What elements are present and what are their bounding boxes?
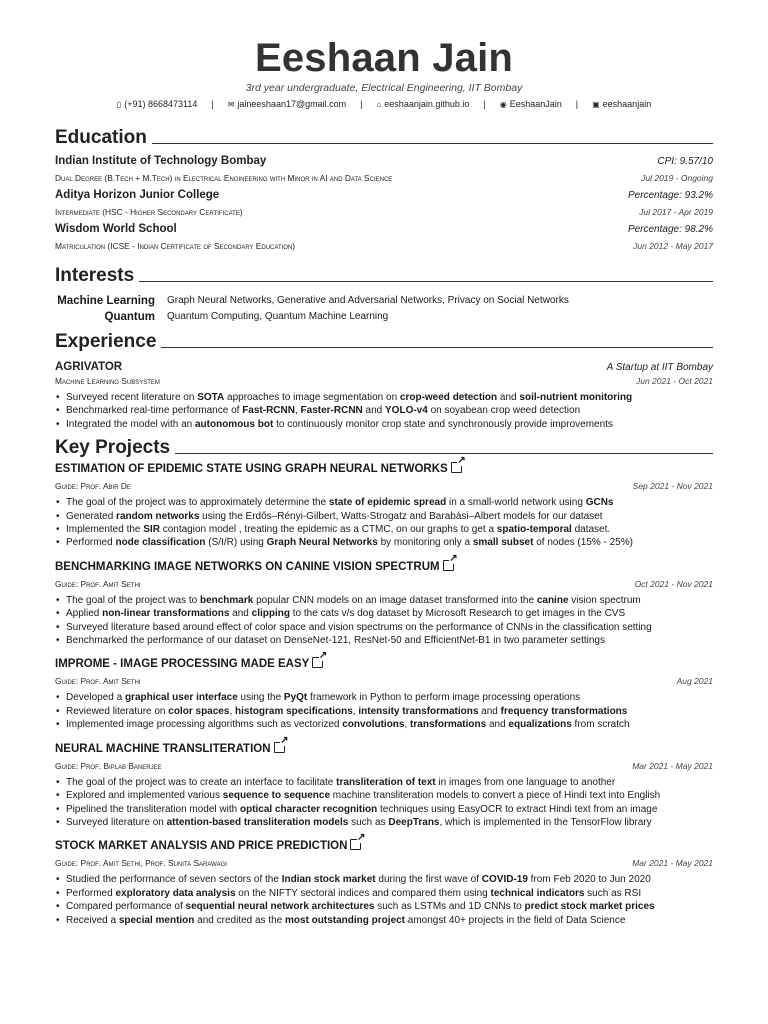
external-link-icon[interactable] [350, 839, 361, 850]
bullet-text: such as [348, 816, 389, 828]
interest-label: Machine Learning [57, 295, 155, 307]
contact-phone-text: (+91) 8668473114 [124, 99, 198, 109]
bullet-item [66, 391, 713, 404]
bullet-text: and [229, 608, 252, 620]
bullet-text: to the cats v/s dog dataset by Microsoft Research to get images in the CVS [289, 608, 626, 620]
bullet-text: using the [237, 692, 284, 704]
project-guide: Guide: Prof. Abir De [55, 481, 131, 492]
bullet-text: and credited as the [194, 914, 286, 926]
bullet-item [66, 914, 713, 927]
bullet-text: amongst 40+ projects in the field of Data Science [405, 914, 626, 926]
contact-separator: | [211, 99, 214, 109]
contact-github-text: EeshaanJain [509, 99, 562, 109]
bullet-text: such as LSTMs and 1D CNNs to [374, 901, 525, 913]
projects-section-header [55, 435, 713, 459]
bullet-text: vision spectrum [568, 594, 641, 606]
bullet-text: techniques using EasyOCR to extract Hindi text from an image [377, 803, 658, 815]
contact-github[interactable] [500, 98, 562, 111]
bullet-text: The goal of the project was to [66, 594, 200, 606]
bullet-item [66, 803, 713, 816]
bullet-text: such as RSI [584, 887, 642, 899]
project-guide: Guide: Prof. Amit Sethi [55, 578, 141, 589]
bullet-text: Performed [66, 537, 116, 549]
external-link-icon[interactable] [451, 462, 462, 473]
contact-website[interactable] [376, 98, 469, 111]
interest-text: Graph Neural Networks, Generative and Adversarial Networks, Privacy on Social Networks [167, 295, 569, 306]
home-icon: ⌂ [376, 100, 382, 109]
bullet-emphasis: technical indicators [490, 887, 585, 899]
bullet-emphasis: graphical user interface [124, 692, 238, 704]
bullet-text: , [294, 405, 301, 417]
bullet-item [66, 900, 713, 913]
bullet-text: Surveyed literature on [66, 816, 167, 828]
project-dates: Mar 2021 - May 2021 [632, 760, 713, 771]
contact-website-text: eeshaanjain.github.io [384, 99, 470, 109]
interests-title: Interests [55, 265, 135, 286]
interest-row [55, 293, 713, 309]
bullet-emphasis: Graph Neural Networks [266, 537, 378, 549]
external-link-icon[interactable] [443, 560, 454, 571]
bullet-text: Implemented the [66, 524, 144, 536]
project-dates: Aug 2021 [676, 676, 713, 687]
bullet-text: and [486, 719, 509, 731]
contact-separator: | [483, 99, 486, 109]
bullet-text: from scratch [571, 719, 630, 731]
bullet-text: Studied the performance of seven sectors of the [66, 874, 282, 886]
bullet-item [66, 404, 713, 417]
bullet-emphasis: canine [536, 594, 569, 606]
interests-section-header [55, 263, 713, 287]
bullet-text: popular CNN models on an image dataset transformed into the [253, 594, 537, 606]
bullet-text: Applied [66, 608, 103, 620]
bullet-text: approaches to image segmentation on [224, 392, 400, 403]
bullet-emphasis: benchmark [199, 594, 254, 606]
bullet-emphasis: SIR [143, 524, 160, 536]
section-divider [152, 143, 713, 144]
school-score: Percentage: 98.2% [627, 224, 713, 235]
bullet-text: on the NIFTY sectoral indices and compared them using [235, 887, 491, 899]
project-title: IMPROME - IMAGE PROCESSING MADE EASY [55, 658, 310, 671]
bullet-emphasis: spatio-temporal [496, 524, 572, 536]
interest-text: Quantum Computing, Quantum Machine Learning [167, 311, 389, 322]
project-guide: Guide: Prof. Amit Sethi [55, 676, 141, 687]
experience-org: AGRIVATOR [55, 361, 123, 373]
email-icon: ✉ [227, 100, 235, 109]
degree-name: Matriculation (ICSE - Indian Certificate of Secondary Education) [55, 241, 296, 251]
section-divider [161, 347, 713, 348]
experience-org-desc: A Startup at IIT Bombay [606, 362, 713, 373]
bullet-text: and [497, 392, 520, 403]
education-entry [55, 153, 713, 187]
bullet-text: Surveyed recent literature on [66, 392, 198, 403]
contact-separator: | [360, 99, 363, 109]
bullet-emphasis: attention-based transliteration models [166, 816, 349, 828]
project-bullets [55, 873, 713, 927]
candidate-subtitle: 3rd year undergraduate, Electrical Engineering, IIT Bombay [245, 82, 523, 94]
bullet-item [66, 418, 713, 431]
bullet-item [66, 510, 713, 523]
bullet-emphasis: sequence to sequence [222, 790, 331, 802]
bullet-emphasis: sequential neural network architectures [185, 901, 375, 913]
bullet-item [66, 594, 713, 607]
bullet-item [66, 718, 713, 731]
experience-entry [55, 359, 713, 431]
bullet-emphasis: random networks [116, 510, 200, 522]
bullet-text: framework in Python to perform image processing operations [307, 692, 581, 704]
bullet-text: The goal of the project was to create an interface to facilitate [66, 776, 337, 788]
bullet-emphasis: frequency transformations [500, 705, 628, 717]
external-link-icon[interactable] [274, 742, 285, 753]
contact-linkedin-text: eeshaanjain [602, 99, 652, 109]
project-bullets [55, 691, 713, 731]
bullet-text: of nodes (15% - 25%) [533, 537, 633, 549]
project-dates: Sep 2021 - Nov 2021 [632, 481, 713, 492]
bullet-emphasis: SOTA [197, 392, 225, 403]
project-title: BENCHMARKING IMAGE NETWORKS ON CANINE VISION SPECTRUM [55, 560, 440, 573]
bullet-text: Generated [66, 510, 117, 522]
bullet-text: Implemented image processing algorithms such as vectorized [66, 719, 343, 731]
bullet-text: dataset. [571, 524, 611, 536]
bullet-item [66, 496, 713, 509]
bullet-emphasis: convolutions [342, 719, 405, 731]
project-entry [55, 656, 713, 731]
bullet-item [66, 536, 713, 549]
school-name: Wisdom World School [55, 223, 177, 235]
bullet-emphasis: equalizations [508, 719, 572, 731]
project-entry [55, 838, 713, 927]
bullet-item [66, 691, 713, 704]
project-dates: Oct 2021 - Nov 2021 [634, 578, 713, 589]
interest-row [55, 309, 713, 325]
bullet-emphasis: color spaces [168, 705, 230, 717]
bullet-item [66, 523, 713, 536]
bullet-emphasis: intensity transformations [358, 705, 479, 717]
bullet-text: by monitoring only a [377, 537, 473, 549]
bullet-text: , [404, 719, 411, 731]
bullet-emphasis: state of epidemic spread [328, 497, 447, 509]
education-title: Education [55, 127, 147, 148]
experience-title: Experience [55, 331, 157, 352]
bullet-emphasis: clipping [251, 608, 290, 620]
experience-dates: Jun 2021 - Oct 2021 [635, 376, 713, 386]
project-entry [55, 559, 713, 648]
project-bullets [55, 776, 713, 830]
education-dates: Jun 2012 - May 2017 [633, 241, 713, 251]
bullet-text: The goal of the project was to approximately determine the [66, 497, 329, 509]
bullet-text: on soyabean crop weed detection [427, 405, 581, 417]
bullet-text: Compared performance of [66, 901, 186, 913]
bullet-text: (S/I/R) using [205, 537, 267, 549]
contact-separator: | [575, 99, 579, 109]
bullet-text: in images from one language to another [435, 776, 616, 788]
bullet-item [66, 634, 713, 647]
project-guide: Guide: Prof. Amit Sethi, Prof. Sunita Sarawagi [55, 858, 227, 869]
bullet-emphasis: transformations [410, 719, 487, 731]
bullet-text: Surveyed literature based around effect of color space and vision spectrums on the performance of CNNs in the classification setting [66, 621, 652, 633]
bullet-emphasis: GCNs [585, 497, 614, 509]
bullet-emphasis: special mention [118, 914, 195, 926]
bullet-item [66, 816, 713, 829]
github-icon: ◉ [499, 100, 507, 109]
school-name: Indian Institute of Technology Bombay [55, 155, 267, 167]
bullet-text: machine transliteration models to convert a piece of Hindi text into English [330, 790, 661, 802]
experience-role: Machine Learning Subsystem [55, 376, 160, 386]
bullet-emphasis: Faster-RCNN [300, 405, 363, 417]
bullet-text: Benchmarked real-time performance of [66, 405, 243, 417]
bullet-emphasis: most outstanding project [285, 914, 406, 926]
bullet-text: , [229, 705, 235, 717]
bullet-text: from Feb 2020 to Jun 2020 [527, 874, 651, 886]
experience-bullets [55, 391, 713, 431]
degree-name: Dual Degree (B.Tech + M.Tech) in Electrical Engineering with Minor in AI and Data Science [55, 173, 393, 183]
bullet-item [66, 621, 713, 634]
bullet-text: Reviewed literature on [66, 705, 169, 717]
phone-icon: ▯ [116, 100, 122, 109]
bullet-emphasis: node classification [115, 537, 206, 549]
contact-email[interactable] [228, 98, 346, 111]
bullet-emphasis: transliteration of text [336, 776, 436, 788]
bullet-emphasis: optical character recognition [239, 803, 378, 815]
bullet-text: , [352, 705, 359, 717]
projects-title: Key Projects [55, 437, 171, 459]
project-entry [55, 461, 713, 550]
project-dates: Mar 2021 - May 2021 [632, 858, 713, 869]
contact-linkedin[interactable] [592, 98, 651, 111]
degree-name: Intermediate (HSC - Higher Secondary Certificate) [55, 207, 243, 217]
education-section-header [55, 125, 713, 149]
bullet-item [66, 887, 713, 900]
bullet-emphasis: YOLO-v4 [385, 405, 428, 417]
bullet-emphasis: small subset [472, 537, 534, 549]
bullet-emphasis: PyQt [283, 692, 308, 704]
section-divider [175, 453, 713, 454]
bullet-text: and [362, 405, 386, 417]
school-score: CPI: 9.57/10 [657, 156, 713, 167]
interest-label: Quantum [104, 311, 155, 323]
experience-section-header [55, 329, 713, 353]
education-list [55, 153, 713, 255]
contact-bar [55, 98, 713, 111]
education-dates: Jul 2017 - Apr 2019 [639, 207, 713, 217]
bullet-emphasis: Indian stock market [281, 874, 376, 886]
bullet-item [66, 776, 713, 789]
linkedin-icon: ▣ [592, 100, 600, 109]
candidate-name: Eeshaan Jain [254, 36, 514, 80]
project-guide: Guide: Prof. Biplab Banerjee [55, 760, 162, 771]
bullet-emphasis: non-linear transformations [102, 608, 230, 620]
resume-content [55, 0, 713, 927]
interests-list [55, 293, 713, 325]
bullet-emphasis: COVID-19 [481, 874, 528, 886]
education-entry [55, 221, 713, 255]
education-dates: Jul 2019 - Ongoing [641, 173, 713, 183]
bullet-text: contagion model , treating the epidemic as a CTMC, on our graphs to get a [159, 524, 497, 536]
contact-email-text: jaineeshaan17@gmail.com [237, 99, 347, 109]
project-title: STOCK MARKET ANALYSIS AND PRICE PREDICTION [55, 840, 348, 853]
bullet-text: and [478, 705, 501, 717]
contact-phone[interactable] [117, 98, 198, 111]
bullet-emphasis: autonomous bot [194, 418, 274, 430]
resume-header [55, 36, 713, 111]
bullet-emphasis: DeepTrans [388, 816, 440, 828]
section-divider [139, 281, 713, 282]
bullet-text: Pipelined the transliteration model with [66, 803, 240, 815]
project-bullets [55, 594, 713, 648]
bullet-text: during the first wave of [375, 874, 482, 886]
project-entry [55, 741, 713, 830]
bullet-text: Developed a [66, 692, 125, 704]
bullet-text: Received a [66, 914, 119, 926]
project-title: NEURAL MACHINE TRANSLITERATION [55, 742, 271, 755]
bullet-item [66, 789, 713, 802]
bullet-text: to continuously monitor crop state and synchronously provide improvements [273, 418, 613, 430]
bullet-emphasis: crop-weed detection [399, 392, 498, 403]
bullet-emphasis: soil-nutrient monitoring [519, 392, 633, 403]
bullet-text: , which is implemented in the TensorFlow library [439, 816, 652, 828]
bullet-item [66, 705, 713, 718]
bullet-text: Explored and implemented various [66, 790, 223, 802]
bullet-item [66, 873, 713, 886]
bullet-emphasis: predict stock market prices [524, 901, 655, 913]
bullet-text: in a small-world network using [446, 497, 586, 509]
bullet-text: Integrated the model with an [66, 418, 195, 430]
project-bullets [55, 496, 713, 550]
bullet-emphasis: Fast-RCNN [242, 405, 295, 417]
bullet-emphasis: histogram specifications [235, 705, 353, 717]
bullet-text: Benchmarked the performance of our dataset on DenseNet-121, ResNet-50 and EfficientNet-B1 in two parameter settings [66, 635, 605, 647]
bullet-item [66, 607, 713, 620]
education-entry [55, 187, 713, 221]
school-score: Percentage: 93.2% [627, 190, 713, 201]
bullet-emphasis: exploratory data analysis [115, 887, 236, 899]
school-name: Aditya Horizon Junior College [55, 189, 220, 201]
external-link-icon[interactable] [312, 657, 323, 668]
bullet-text: using the Erdős–Rényi-Gilbert, Watts-Strogatz and Barabási–Albert models for our dataset [199, 510, 603, 522]
bullet-text: Performed [66, 887, 116, 899]
project-title: ESTIMATION OF EPIDEMIC STATE USING GRAPH NEURAL NETWORKS [55, 463, 448, 476]
